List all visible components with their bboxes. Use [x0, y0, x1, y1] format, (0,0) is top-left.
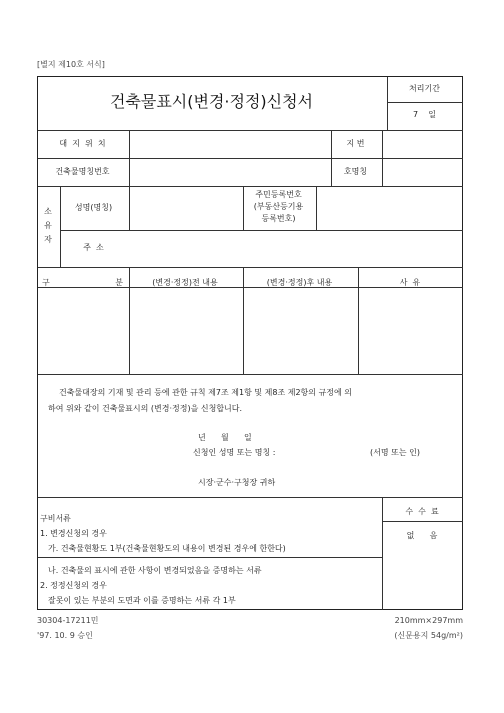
owner-label-3: 자 [44, 235, 52, 244]
line [38, 186, 463, 187]
line [316, 186, 317, 230]
lot-number-label: 지 번 [346, 139, 365, 148]
line [382, 521, 463, 522]
signature-label: (서명 또는 인) [370, 448, 420, 457]
category-label: 구 분 [42, 278, 123, 287]
line [38, 287, 463, 288]
owner-name-label: 성명(명칭) [74, 203, 113, 212]
line [60, 186, 61, 267]
documents-item-2: 2. 정정신청의 경우 [40, 581, 107, 590]
line [387, 102, 463, 103]
owner-id-label-2: (부동산등기용 [253, 202, 304, 211]
owner-id-label-1: 주민등록번호 [255, 190, 302, 199]
addressee: 시장·군수·구청장 귀하 [198, 478, 276, 487]
line [382, 130, 383, 186]
processing-period-label: 처리기간 [409, 84, 440, 93]
date-line: 년 월 일 [198, 433, 252, 442]
owner-label-2: 유 [44, 221, 52, 230]
line [129, 186, 130, 230]
paper-type: (신문용지 54g/m²) [394, 631, 463, 640]
line [331, 130, 332, 186]
line [38, 497, 463, 498]
documents-item-1a: 가. 건축물현황도 1부(건축물현황도의 내용이 변경된 경우에 한한다) [48, 544, 286, 553]
approval-date: '97. 10. 9 승인 [37, 631, 93, 640]
fee-value: 없 음 [406, 531, 438, 540]
site-location-label: 대 지 위 치 [59, 139, 106, 148]
processing-period-value: 7 일 [413, 110, 436, 119]
before-content-label: (변경·정정)전 내용 [152, 278, 218, 287]
owner-id-label-3: 등록번호) [261, 214, 296, 223]
form-code: 30304-17211민 [37, 616, 99, 625]
declaration-line-2: 하여 위와 같이 건축물표시의 (변경·정정)을 신청합니다. [48, 404, 243, 413]
line [38, 557, 382, 558]
paper-size: 210mm×297mm [394, 616, 463, 625]
documents-item-1: 1. 변경신청의 경우 [40, 529, 107, 538]
building-name-label: 건축물명칭번호 [55, 167, 110, 176]
form-title: 건축물표시(변경·정정)신청서 [109, 92, 314, 111]
owner-label-1: 소 [44, 207, 52, 216]
line [129, 130, 130, 186]
reason-label: 사 유 [399, 278, 421, 287]
line [60, 230, 463, 231]
unit-name-label: 호명칭 [343, 167, 368, 176]
declaration-line-1: 건축물대장의 기재 및 관리 등에 관한 규칙 제7조 제1항 및 제8조 제2항의 규정에 의 [59, 388, 352, 397]
line [38, 267, 463, 268]
fee-label: 수 수 료 [405, 507, 439, 516]
after-content-label: (변경·정정)후 내용 [266, 278, 333, 287]
owner-address-label: 주 소 [83, 243, 104, 252]
line [38, 374, 463, 375]
documents-item-1b: 나. 건축물의 표시에 관한 사항이 변경되었음을 증명하는 서류 [48, 566, 262, 575]
line [38, 130, 463, 131]
line [38, 158, 463, 159]
form-number-label: [별지 제10호 서식] [37, 60, 105, 69]
applicant-label: 신청인 성명 또는 명칭 : [193, 448, 276, 457]
documents-item-2a: 잘못이 있는 부분의 도면과 이를 증명하는 서류 각 1부 [48, 596, 236, 605]
documents-heading: 구비서류 [40, 514, 71, 523]
